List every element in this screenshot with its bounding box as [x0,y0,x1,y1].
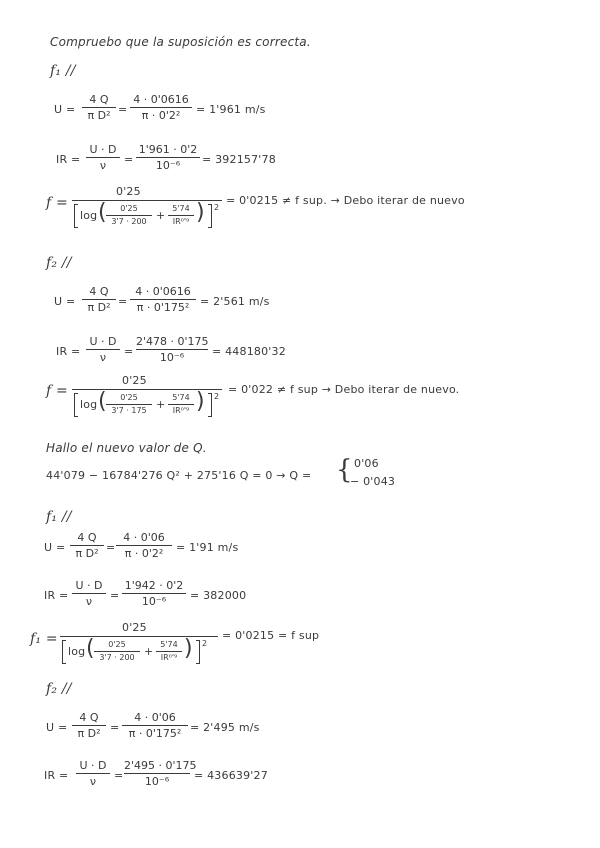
denominator: IR⁰'⁹ [172,406,190,415]
numerator: 4 Q [77,531,97,544]
denominator: 3'7 · 200 [111,217,147,226]
section-label-f1-recheck: f₁ // [46,509,72,525]
numerator: 4 · 0'06 [123,531,165,544]
denominator: ν [99,159,107,172]
reynolds-lhs: IR = [44,589,69,602]
fraction-bar [156,651,182,652]
right-paren: ) [196,200,205,225]
reynolds-result: = 392157'78 [202,153,276,166]
velocity-values-fraction [130,94,192,121]
friction-lhs: f₁ = [30,631,58,647]
numerator: 4 Q [89,285,109,298]
equals-sign: = [106,541,116,554]
fraction-bar [130,107,192,108]
right-paren: ) [184,636,193,661]
numerator: U · D [89,143,117,156]
denominator: π · 0'2² [124,547,164,560]
denominator: π D² [87,301,111,314]
denominator: π D² [77,727,101,740]
left-bracket [74,204,78,228]
reynolds-lhs: IR = [56,153,81,166]
fraction-bar [86,157,120,158]
friction-result: = 0'0215 ≠ f sup. → Debo iterar de nuevo [226,194,465,207]
denominator: π · 0'175² [136,301,190,314]
denominator: 10⁻⁶ [159,351,185,364]
numerator: U · D [79,759,107,772]
denominator: ν [89,775,97,788]
equals-sign: = [114,769,124,782]
square-exponent: 2 [214,203,220,212]
denominator: 10⁻⁶ [144,775,170,788]
fraction-bar [76,773,110,774]
equals-sign: = [124,153,134,166]
denominator: IR⁰'⁹ [172,217,190,226]
reynolds-formula-fraction [86,144,120,171]
reynolds-term-fraction [168,205,194,226]
main-fraction-bar [60,636,218,637]
velocity-values-fraction [116,532,172,559]
denominator: π · 0'2² [141,109,181,122]
equals-sign: = [110,589,120,602]
numerator: 4 Q [79,711,99,724]
log-label: log [68,645,86,658]
square-exponent: 2 [214,392,220,401]
friction-result: = 0'022 ≠ f sup → Debo iterar de nuevo. [228,383,460,396]
velocity-lhs: U = [44,541,66,554]
denominator: IR⁰'⁹ [160,653,178,662]
plus-sign: + [156,209,166,222]
reynolds-term-fraction [156,641,182,662]
denominator: 3'7 · 175 [111,406,147,415]
velocity-formula-fraction [72,712,106,739]
reynolds-term-fraction [168,394,194,415]
reynolds-formula-fraction [86,336,120,363]
fraction-bar [136,349,208,350]
denominator: ν [85,595,93,608]
log-label: log [80,209,98,222]
velocity-values-fraction [122,712,188,739]
numerator: 4 · 0'0616 [133,93,189,106]
reynolds-result: = 448180'32 [212,345,286,358]
denominator: π D² [75,547,99,560]
right-bracket [196,640,200,664]
equals-sign: = [124,345,134,358]
reynolds-values-fraction [136,144,200,171]
numerator: 4 · 0'06 [134,711,176,724]
numerator: 1'942 · 0'2 [124,579,184,592]
fraction-bar [94,651,140,652]
numerator: 0'25 [120,204,138,213]
numerator: 2'478 · 0'175 [136,335,209,348]
velocity-result: = 1'961 m/s [196,103,266,116]
fraction-bar [70,545,104,546]
reynolds-formula-fraction [76,760,110,787]
reynolds-formula-fraction [72,580,106,607]
velocity-result: = 2'561 m/s [200,295,270,308]
friction-result: = 0'0215 = f sup [222,629,320,642]
roots-brace: { [336,455,353,485]
velocity-formula-fraction [70,532,104,559]
velocity-lhs: U = [54,295,76,308]
numerator: 1'961 · 0'2 [138,143,198,156]
fraction-bar [130,299,196,300]
root-positive: 0'06 [354,457,379,470]
right-bracket [208,393,212,417]
section-label-f2-recheck: f₂ // [46,681,72,697]
numerator: 2'495 · 0'175 [124,759,197,772]
new-q-heading: Hallo el nuevo valor de Q. [46,441,207,455]
equals-sign: = [110,721,120,734]
right-bracket [208,204,212,228]
fraction-bar [136,157,200,158]
reynolds-values-fraction [124,759,197,788]
log-label: log [80,398,98,411]
plus-sign: + [156,398,166,411]
numerator: U · D [89,335,117,348]
velocity-formula-fraction [82,286,116,313]
fraction-bar [72,593,106,594]
friction-numerator: 0'25 [122,621,147,634]
fraction-bar [124,773,190,774]
friction-numerator: 0'25 [122,374,147,387]
fraction-bar [82,107,116,108]
left-paren: ( [98,200,107,225]
roughness-term-fraction [106,205,152,226]
numerator: 0'25 [120,393,138,402]
intro-text: Compruebo que la suposición es correcta. [50,35,311,49]
reynolds-values-fraction [136,336,208,363]
left-paren: ( [86,636,95,661]
fraction-bar [86,349,120,350]
denominator: ν [99,351,107,364]
plus-sign: + [144,645,154,658]
denominator: 10⁻⁶ [155,159,181,172]
velocity-result: = 2'495 m/s [190,721,260,734]
fraction-bar [116,545,172,546]
square-exponent: 2 [202,639,208,648]
quadratic-equation: 44'079 − 16784'276 Q² + 275'16 Q = 0 → Q = [46,469,312,482]
reynolds-lhs: IR = [56,345,81,358]
section-label-f1: f₁ // [50,63,76,79]
velocity-result: = 1'91 m/s [176,541,239,554]
left-bracket [74,393,78,417]
friction-lhs: f = [46,195,68,211]
denominator: π D² [87,109,111,122]
reynolds-result: = 436639'27 [194,769,268,782]
friction-lhs: f = [46,383,68,399]
numerator: 5'74 [160,640,178,649]
root-negative: − 0'043 [350,475,396,488]
equals-sign: = [118,295,128,308]
numerator: U · D [75,579,103,592]
section-label-f2: f₂ // [46,255,72,271]
velocity-lhs: U = [46,721,68,734]
fraction-bar [106,404,152,405]
left-paren: ( [98,389,107,414]
roughness-term-fraction [94,641,140,662]
velocity-values-fraction [130,286,196,313]
fraction-bar [122,725,188,726]
left-bracket [62,640,66,664]
reynolds-values-fraction [122,580,186,607]
fraction-bar [122,593,186,594]
denominator: π · 0'175² [128,727,182,740]
velocity-formula-fraction [82,94,116,121]
velocity-lhs: U = [54,103,76,116]
friction-numerator: 0'25 [116,185,141,198]
denominator: 3'7 · 200 [99,653,135,662]
fraction-bar [82,299,116,300]
equals-sign: = [118,103,128,116]
reynolds-lhs: IR = [44,769,69,782]
fraction-bar [106,215,152,216]
reynolds-result: = 382000 [190,589,247,602]
denominator: 10⁻⁶ [141,595,167,608]
numerator: 5'74 [172,393,190,402]
fraction-bar [168,404,194,405]
right-paren: ) [196,389,205,414]
numerator: 4 Q [89,93,109,106]
numerator: 5'74 [172,204,190,213]
fraction-bar [72,725,106,726]
numerator: 4 · 0'0616 [135,285,191,298]
fraction-bar [168,215,194,216]
numerator: 0'25 [108,640,126,649]
roughness-term-fraction [106,394,152,415]
